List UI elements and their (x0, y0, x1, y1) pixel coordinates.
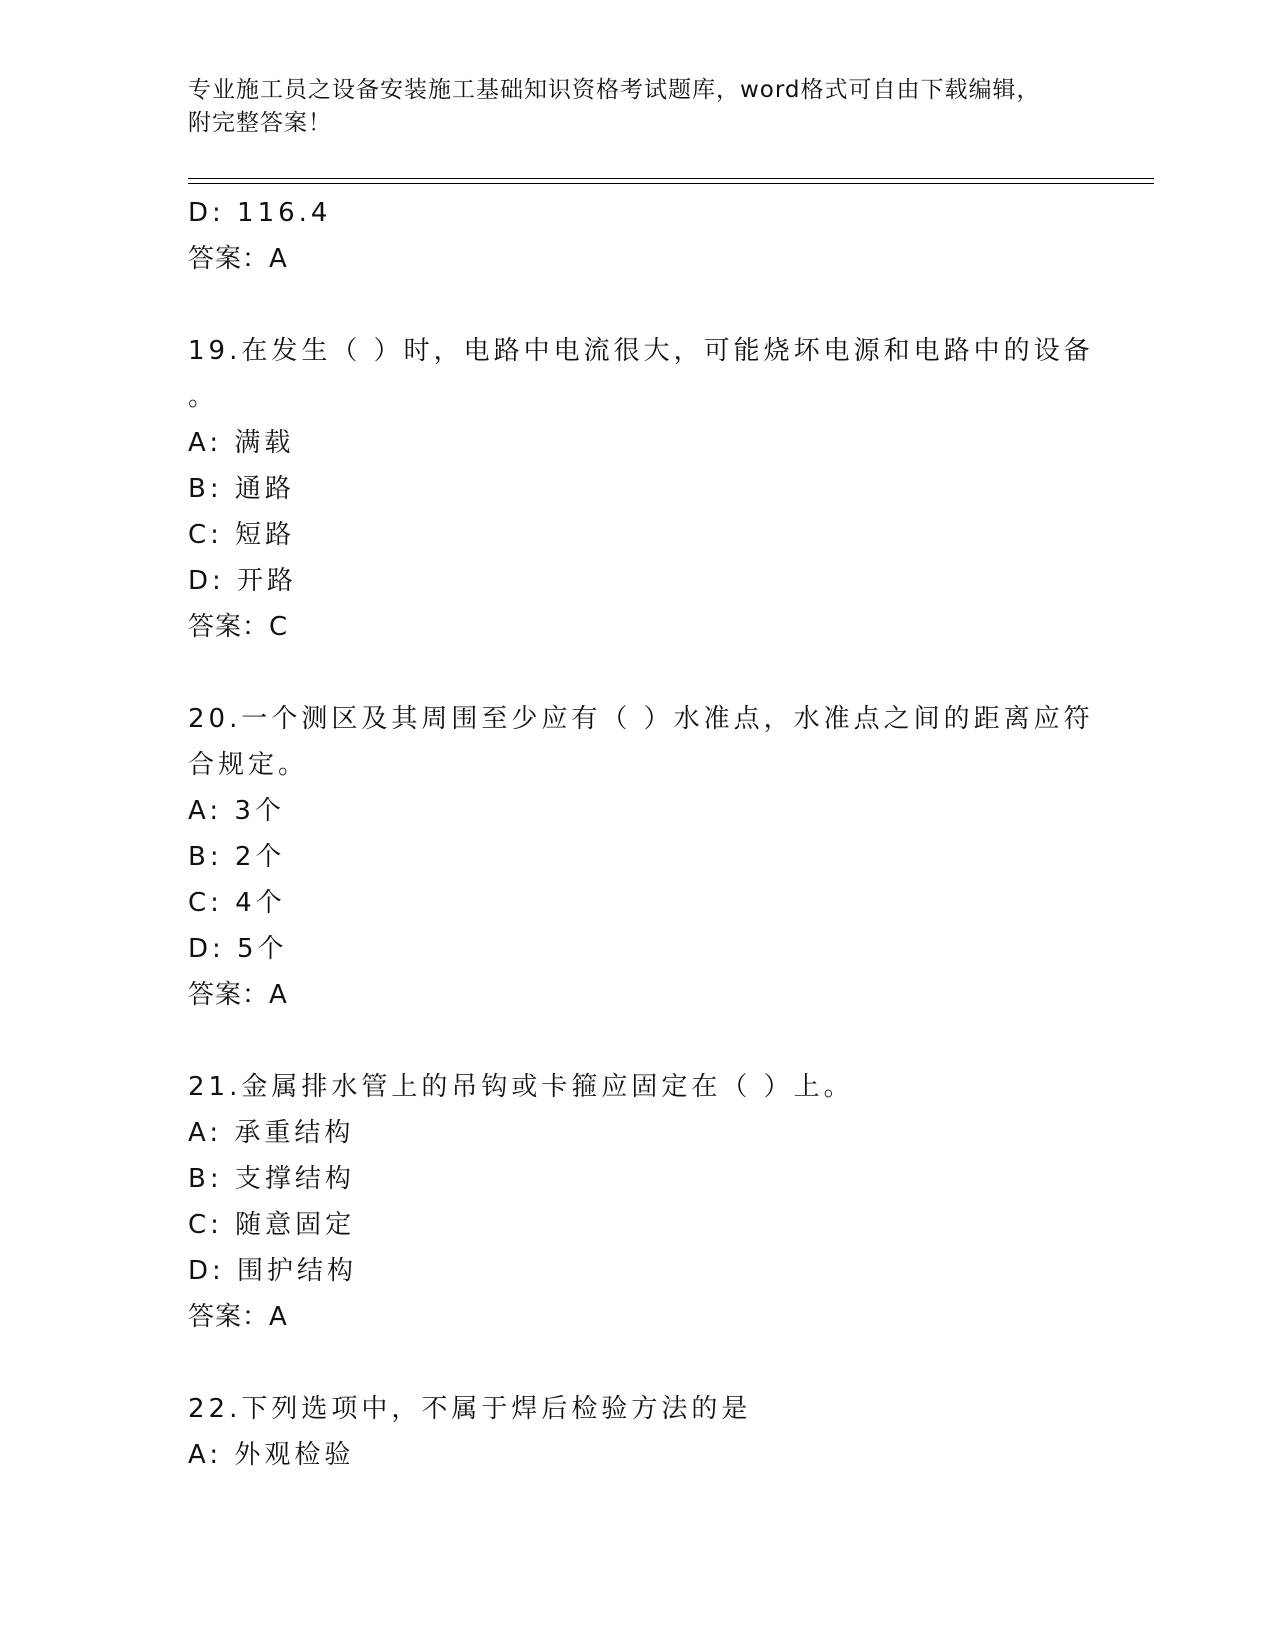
question-text: 22.下列选项中，不属于焊后检验方法的是 (188, 1394, 752, 1424)
question-text-continued: 合规定。 (188, 750, 309, 780)
document-header (188, 74, 1068, 140)
question-list (188, 190, 1094, 1478)
question-text: 21.金属排水管上的吊钩或卡箍应固定在（ ）上。 (188, 1072, 854, 1102)
header-divider-bottom (188, 183, 1154, 184)
question-text-continued: 。 (188, 382, 219, 412)
answer: 答案：A (188, 980, 288, 1010)
header-title-line2: 附完整答案！ (188, 110, 332, 136)
option-d: D: 116.4 (188, 198, 332, 228)
option-b: B: 2个 (188, 842, 286, 872)
option-c: C: 4个 (188, 888, 286, 918)
option-b: B: 支撑结构 (188, 1164, 355, 1194)
option-a: A: 3个 (188, 796, 285, 826)
option-d: D: 5个 (188, 934, 288, 964)
option-c: C: 短路 (188, 520, 296, 550)
option-d: D: 围护结构 (188, 1256, 358, 1286)
header-title-line1: 专业施工员之设备安装施工基础知识资格考试题库，word格式可自由下载编辑， (188, 77, 1041, 103)
question-22 (188, 1386, 1088, 1478)
option-b: B: 通路 (188, 474, 295, 504)
option-d: D: 开路 (188, 566, 298, 596)
option-a: A: 外观检验 (188, 1440, 355, 1470)
option-a: A: 满载 (188, 428, 295, 458)
answer: 答案：C (188, 612, 289, 642)
answer: 答案：A (188, 1302, 288, 1332)
question-text: 19.在发生（ ）时，电路中电流很大，可能烧坏电源和电路中的设备 (188, 336, 1094, 366)
option-c: C: 随意固定 (188, 1210, 356, 1240)
question-20 (188, 696, 1094, 1018)
question-21 (188, 1064, 1088, 1340)
answer: 答案：A (188, 244, 288, 274)
question-19 (188, 328, 1094, 650)
question-text: 20.一个测区及其周围至少应有（ ）水准点，水准点之间的距离应符 (188, 704, 1094, 734)
header-divider-top (188, 178, 1154, 179)
option-a: A: 承重结构 (188, 1118, 355, 1148)
